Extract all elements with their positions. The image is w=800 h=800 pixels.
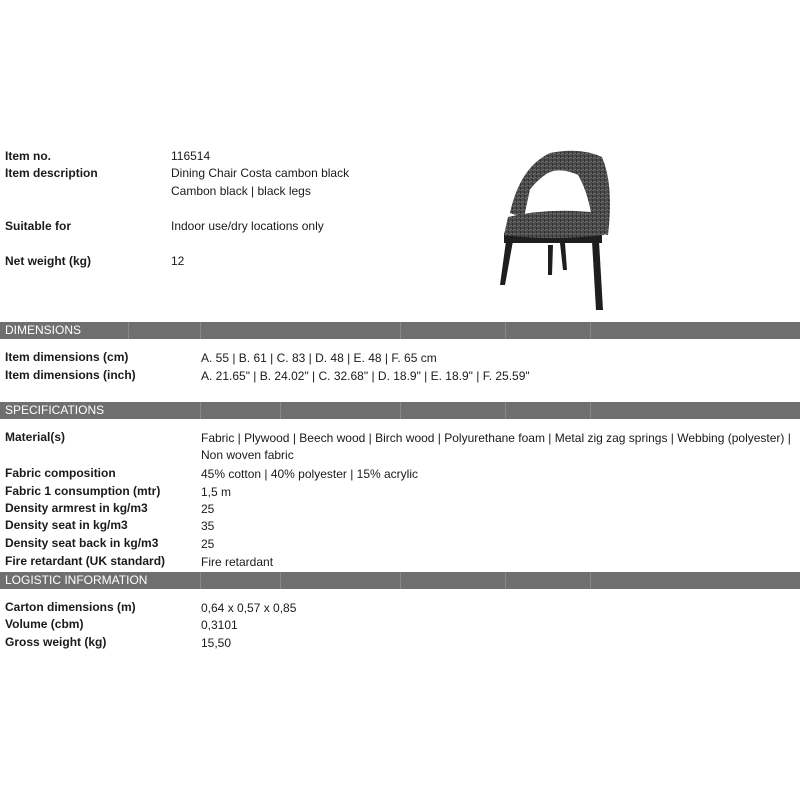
row-value: Fabric | Plywood | Beech wood | Birch wood | Polyurethane foam | Metal zig zag springs | Webbing (polyester) | Non woven fabric [201, 431, 791, 462]
item-no-label: Item no. [5, 149, 52, 163]
row-label: Fabric 1 consumption (mtr) [5, 484, 161, 498]
row-label: Density seat back in kg/m3 [5, 536, 159, 550]
suitable-for-value: Indoor use/dry locations only [171, 219, 324, 233]
row-label: Fire retardant (UK standard) [5, 554, 166, 568]
row-value: 15,50 [201, 636, 232, 650]
item-description-label: Item description [5, 166, 98, 180]
row-label: Volume (cbm) [5, 617, 84, 631]
chair-leg-back-left [548, 245, 553, 275]
suitable-for-label: Suitable for [5, 219, 72, 233]
chair-armrest [510, 169, 534, 217]
chair-leg-back-right [560, 243, 567, 270]
dimensions-header [0, 322, 800, 339]
specifications-header-label: SPECIFICATIONS [5, 403, 105, 417]
item-no-value: 116514 [171, 149, 211, 163]
row-label: Fabric composition [5, 466, 116, 480]
chair-leg-front-right [592, 241, 603, 310]
row-label: Gross weight (kg) [5, 635, 107, 649]
row-value: 1,5 m [201, 485, 232, 499]
dimensions-header-label: DIMENSIONS [5, 323, 82, 337]
net-weight-value: 12 [171, 254, 185, 268]
row-value: A. 21.65" | B. 24.02" | C. 32.68" | D. 18.9" | E. 18.9" | F. 25.59" [201, 369, 530, 383]
row-value: 35 [201, 519, 215, 533]
row-label: Material(s) [5, 430, 66, 444]
logistic-header [0, 572, 800, 589]
row-label: Item dimensions (cm) [5, 350, 129, 364]
row-value: Fire retardant [201, 555, 274, 569]
row-value: A. 55 | B. 61 | C. 83 | D. 48 | E. 48 | F. 65 cm [201, 351, 437, 365]
logistic-header-label: LOGISTIC INFORMATION [5, 573, 148, 587]
row-label: Density seat in kg/m3 [5, 518, 128, 532]
row-value: 45% cotton | 40% polyester | 15% acrylic [201, 467, 419, 481]
row-value: 25 [201, 537, 215, 551]
item-description-line1: Dining Chair Costa cambon black [171, 166, 350, 180]
product-image [490, 145, 625, 315]
row-label: Density armrest in kg/m3 [5, 501, 148, 515]
row-value: 0,64 x 0,57 x 0,85 [201, 601, 297, 615]
chair-leg-front-left [500, 241, 513, 285]
row-label: Carton dimensions (m) [5, 600, 136, 614]
net-weight-label: Net weight (kg) [5, 254, 91, 268]
row-value: 0,3101 [201, 618, 238, 632]
row-label: Item dimensions (inch) [5, 368, 136, 382]
specifications-header [0, 402, 800, 419]
row-value: 25 [201, 502, 215, 516]
item-description-line2: Cambon black | black legs [171, 184, 311, 198]
